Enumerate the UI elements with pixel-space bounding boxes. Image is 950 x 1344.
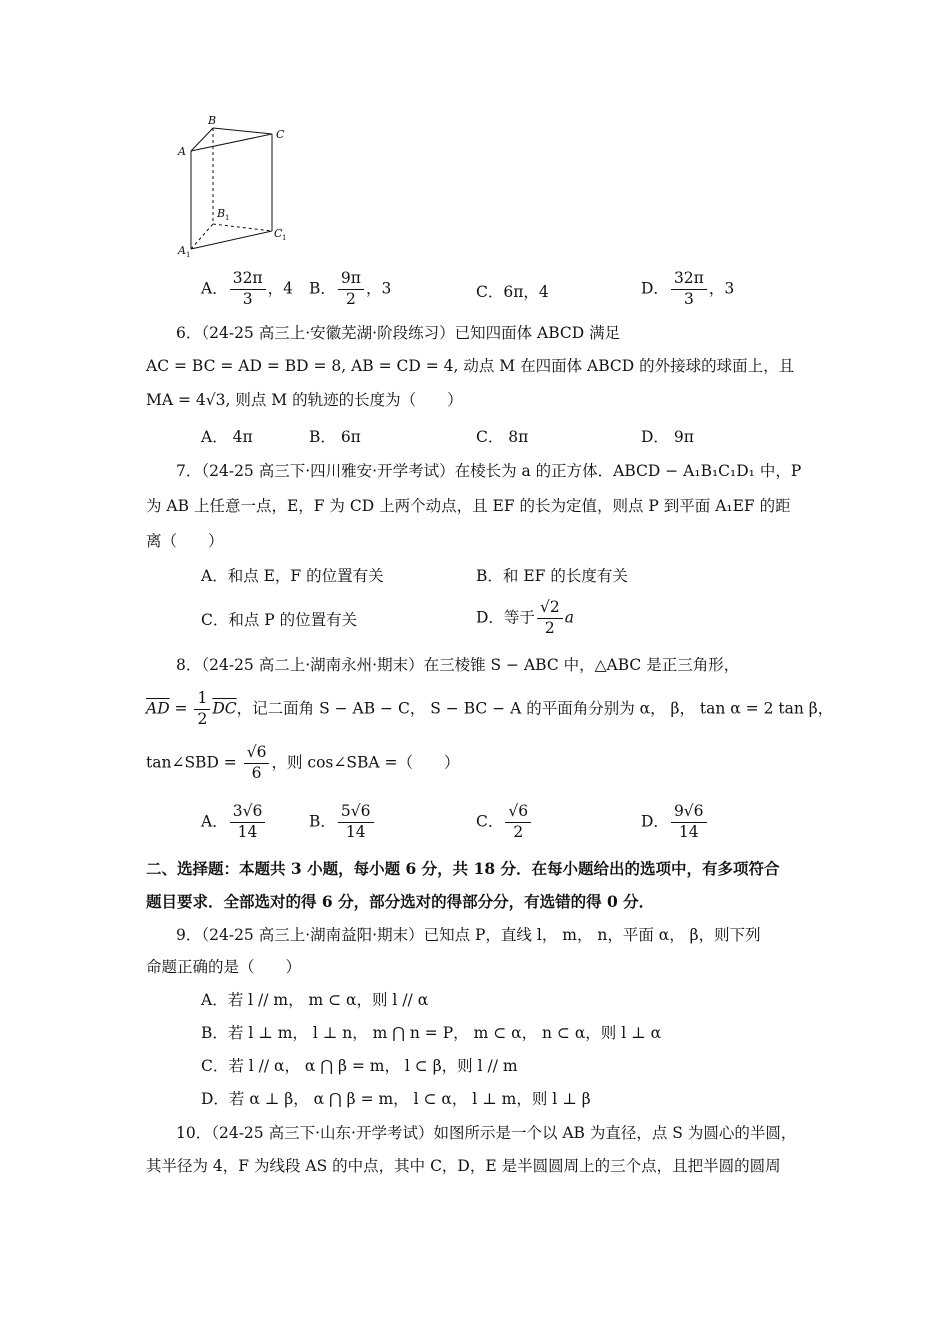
q9-line-2: 命题正确的是（ ）: [146, 958, 302, 976]
q8-option-d-frac: $\frac{9√6}{14}$: [671, 803, 707, 842]
label-B1: B: [217, 207, 226, 220]
q5-option-a-letter: A．: [201, 279, 228, 298]
q7-option-d-tail: a: [564, 608, 574, 627]
label-A1: A: [178, 244, 186, 257]
q8-option-c-frac: $\frac{√6}{2}$: [505, 803, 531, 842]
q9-line-1: 9．（24-25 高三上·湖南益阳·期末）已知点 P，直线 l， m， n，平面 α， β，则下列: [176, 926, 761, 944]
q9-option-a[interactable]: A．若 l // m， m ⊂ α，则 l // α: [201, 991, 429, 1009]
q6-line-2: AC = BC = AD = BD = 8, AB = CD = 4, 动点 M 在四面体 ABCD 的外接球的球面上，且: [146, 357, 795, 375]
label-B1-sub: 1: [225, 214, 230, 222]
label-A: A: [178, 145, 186, 158]
q9-option-b[interactable]: B．若 l ⊥ m， l ⊥ n， m ⋂ n = P， m ⊂ α， n ⊂ α，则 l ⊥ α: [201, 1024, 662, 1042]
q7-line-3: 离（ ）: [146, 532, 224, 550]
q5-option-a-tail: ，4: [267, 279, 293, 298]
q8-option-d[interactable]: [641, 803, 709, 842]
q5-option-a[interactable]: [201, 270, 293, 309]
q8-line-2: [146, 690, 833, 729]
q8-line-2-rest: ，记二面角 S − AB − C， S − BC − A 的平面角分别为 α， β， tan α = 2 tan β，: [236, 699, 834, 718]
q8-vector-dc: $\overline{DC}$: [212, 699, 237, 718]
q9-option-c[interactable]: C．若 l // α， α ⋂ β = m， l ⊂ β，则 l // m: [201, 1057, 518, 1075]
q8-option-a-frac: $\frac{3√6}{14}$: [230, 803, 266, 842]
q5-option-c[interactable]: [476, 283, 549, 302]
edge-AC: [191, 134, 272, 151]
q5-option-b[interactable]: [309, 270, 391, 309]
q5-option-b-tail: ，3: [365, 279, 392, 298]
q10-line-2: 其半径为 4，F 为线段 AS 的中点，其中 C，D，E 是半圆圆周上的三个点，且把半圆的圆周: [146, 1157, 781, 1175]
q8-option-a[interactable]: [201, 803, 267, 842]
q7-line-2: 为 AB 上任意一点，E，F 为 CD 上两个动点，且 EF 的长为定值，则点 P 到平面 A₁EF 的距: [146, 497, 791, 515]
q6-option-b[interactable]: B． 6π: [309, 428, 361, 446]
label-B: B: [208, 114, 217, 127]
q5-option-b-frac: $\frac{9\pi}{2}$: [338, 270, 364, 309]
edge-B1C1: [213, 224, 272, 231]
q10-line-1: 10．（24-25 高三下·山东·开学考试）如图所示是一个以 AB 为直径，点 S 为圆心的半圆，: [176, 1124, 797, 1142]
q7-option-a[interactable]: A．和点 E，F 的位置有关: [201, 567, 384, 585]
q8-line-3: [146, 744, 459, 783]
q5-option-b-letter: B．: [309, 279, 336, 298]
q8-line-1: 8．（24-25 高二上·湖南永州·期末）在三棱锥 S − ABC 中，△ABC 是正三角形，: [176, 656, 740, 674]
q7-option-d-prefix: D．等于: [476, 608, 535, 627]
q8-option-c-letter: C．: [476, 812, 504, 831]
q8-option-b-frac: $\frac{5√6}{14}$: [338, 803, 374, 842]
q7-line-1: 7．（24-25 高三下·四川雅安·开学考试）在棱长为 a 的正方体．ABCD − A₁B₁C₁D₁ 中，P: [176, 462, 802, 480]
q8-half-frac: $\frac{1}{2}$: [194, 690, 210, 729]
edge-BC: [213, 128, 272, 134]
q5-option-c-text: 6π，4: [503, 283, 549, 301]
q8-option-c[interactable]: [476, 803, 533, 842]
q5-option-d-letter: D．: [641, 279, 669, 298]
q6-option-a[interactable]: A． 4π: [201, 428, 253, 446]
q6-option-d[interactable]: D． 9π: [641, 428, 694, 446]
label-A1-sub: 1: [186, 251, 191, 259]
q6-option-c[interactable]: C． 8π: [476, 428, 529, 446]
q7-option-d-frac: $\frac{√2}{2}$: [537, 599, 563, 638]
label-C: C: [276, 128, 285, 141]
q5-option-d-tail: ，3: [708, 279, 735, 298]
q7-option-b[interactable]: B．和 EF 的长度有关: [476, 567, 628, 585]
q5-option-d-frac: $\frac{32\pi}{3}$: [671, 270, 707, 309]
q5-option-d[interactable]: [641, 270, 734, 309]
q5-option-a-frac: $\frac{32\pi}{3}$: [230, 270, 266, 309]
q8-line-3-rest: ，则 cos∠SBA =（ ）: [271, 753, 460, 772]
prism-figure: [0, 0, 950, 270]
q8-vector-ad: $\overline{AD}$: [146, 699, 170, 718]
label-C1-sub: 1: [282, 234, 287, 242]
q8-line-3-pre: tan∠SBD =: [146, 753, 242, 772]
q8-equals: =: [169, 699, 193, 718]
q7-option-c[interactable]: C．和点 P 的位置有关: [201, 611, 358, 629]
q6-line-3: MA = 4√3, 则点 M 的轨迹的长度为（ ）: [146, 391, 463, 409]
label-C1: C: [274, 227, 283, 240]
edge-A1C1: [191, 231, 272, 249]
section-2-heading-line-1: 二、选择题：本题共 3 小题，每小题 6 分，共 18 分．在每小题给出的选项中，有多项符合: [146, 859, 780, 878]
q5-option-c-letter: C．: [476, 283, 504, 301]
q8-option-b[interactable]: [309, 803, 376, 842]
q6-line-1: 6．（24-25 高三上·安徽芜湖·阶段练习）已知四面体 ABCD 满足: [176, 324, 621, 342]
q8-option-a-letter: A．: [201, 812, 228, 831]
q8-tan-frac: $\frac{√6}{6}$: [244, 744, 270, 783]
q9-option-d[interactable]: D．若 α ⊥ β， α ⋂ β = m， l ⊂ α， l ⊥ m，则 l ⊥ β: [201, 1090, 591, 1108]
q8-option-d-letter: D．: [641, 812, 669, 831]
section-2-heading-line-2: 题目要求．全部选对的得 6 分，部分选对的得部分分，有选错的得 0 分．: [146, 892, 655, 911]
q7-option-d[interactable]: [476, 599, 574, 638]
q8-option-b-letter: B．: [309, 812, 336, 831]
